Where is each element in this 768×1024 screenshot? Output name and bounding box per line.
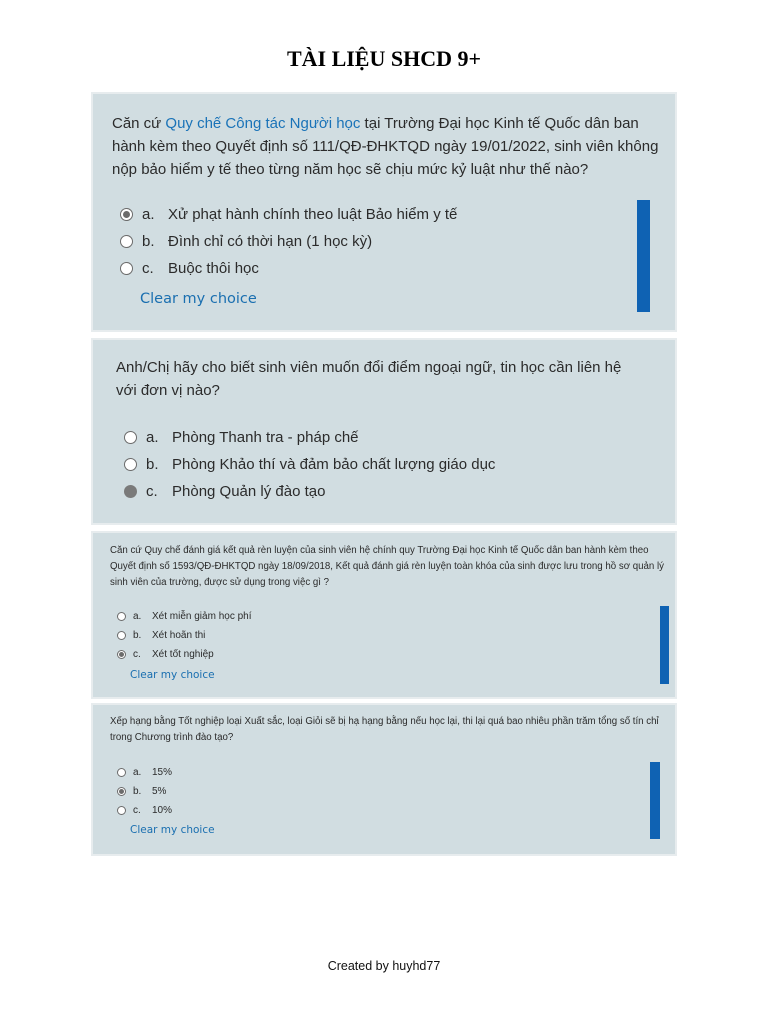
option-label: Phòng Thanh tra - pháp chế [172,429,359,446]
option-b[interactable] [117,786,166,797]
question-text: Căn cứ Quy chế đánh giá kết quả rèn luyện của sinh viên hệ chính quy Trường Đại học Kinh tế Quốc dân ban hành kèm theo Quyết định số 1593/QĐ-ĐHKTQD ngày 18/09/2018, Kết quả đánh giá rèn luyện toàn khóa của sinh được lưu trong hồ sơ quản lý sinh viên của trường, được sử dụng trong việc gì ? [110,545,664,588]
option-label: Phòng Quản lý đào tạo [172,483,326,500]
radio-empty-icon[interactable] [120,262,133,275]
option-a[interactable] [120,206,457,223]
question-text-part: Căn cứ [112,115,166,132]
option-label: 10% [152,805,173,816]
option-letter: b. [146,456,159,473]
option-label: Đình chỉ có thời hạn (1 học kỳ) [168,233,373,250]
option-label: 15% [152,767,173,778]
document-title: TÀI LIỆU SHCD 9+ [286,46,482,71]
option-label: 5% [152,786,167,797]
radio-selected-icon[interactable] [117,650,126,659]
clear-choice-link[interactable]: Clear my choice [130,824,215,836]
radio-selected-icon[interactable] [120,208,133,221]
option-a[interactable] [117,611,252,622]
question-card-3 [91,531,677,699]
question-text [112,112,660,181]
accent-bar [637,200,650,312]
option-letter: b. [133,630,142,641]
radio-selected-icon[interactable] [117,787,126,796]
accent-bar [650,762,660,839]
question-card-2 [91,338,677,525]
option-letter: b. [142,233,155,250]
radio-empty-icon[interactable] [117,612,126,621]
option-b[interactable] [120,233,372,250]
option-letter: c. [133,649,141,660]
radio-empty-icon[interactable] [117,806,126,815]
option-c[interactable] [124,483,325,500]
option-label: Phòng Khảo thí và đảm bảo chất lượng giáo dục [172,456,496,473]
clear-choice-link[interactable]: Clear my choice [140,291,257,307]
option-letter: b. [133,786,142,797]
option-b[interactable] [117,630,205,641]
option-label: Xét miễn giảm học phí [152,611,252,622]
option-c[interactable] [117,805,172,816]
question-card-4 [91,703,677,856]
option-label: Xét tốt nghiệp [152,649,214,660]
radio-selected-icon[interactable] [124,485,137,498]
question-text-part: tại Trường Đại học Kinh tế Quốc dân ban hành kèm theo Quyết định số 111/QĐ-ĐHKTQD ngày 19/01/2022, sinh viên không nộp bảo hiểm y tế theo từng năm học sẽ chịu mức kỷ luật như thế nào? [112,115,659,178]
radio-empty-icon[interactable] [117,631,126,640]
option-label: Xử phạt hành chính theo luật Bảo hiểm y tế [168,206,458,223]
option-a[interactable] [117,767,172,778]
radio-empty-icon[interactable] [124,458,137,471]
option-c[interactable] [120,260,259,277]
footer-credit: Created by huyhd77 [327,959,441,973]
question-text: Xếp hạng bằng Tốt nghiệp loại Xuất sắc, loại Giỏi sẽ bị hạ hạng bằng nếu học lại, thi lại quá bao nhiêu phần trăm tổng số tín chỉ trong Chương trình đào tạo? [110,716,659,743]
option-letter: c. [133,805,141,816]
option-label: Xét hoãn thi [152,630,206,641]
option-letter: a. [142,206,155,223]
option-letter: c. [142,260,154,277]
question-card-1 [91,92,677,332]
accent-bar [660,606,669,684]
radio-empty-icon[interactable] [117,768,126,777]
question-text: Anh/Chị hãy cho biết sinh viên muốn đổi điểm ngoại ngữ, tin học cần liên hệ với đơn vị nào? [116,359,622,399]
option-label: Buộc thôi học [168,260,259,277]
regulation-link[interactable]: Quy chế Công tác Người học [165,115,361,132]
option-c[interactable] [117,649,214,660]
option-letter: a. [133,767,142,778]
option-b[interactable] [124,456,495,473]
radio-empty-icon[interactable] [120,235,133,248]
radio-empty-icon[interactable] [124,431,137,444]
clear-choice-link[interactable]: Clear my choice [130,669,215,681]
option-a[interactable] [124,429,359,446]
option-letter: c. [146,483,158,500]
option-letter: a. [133,611,142,622]
option-letter: a. [146,429,159,446]
